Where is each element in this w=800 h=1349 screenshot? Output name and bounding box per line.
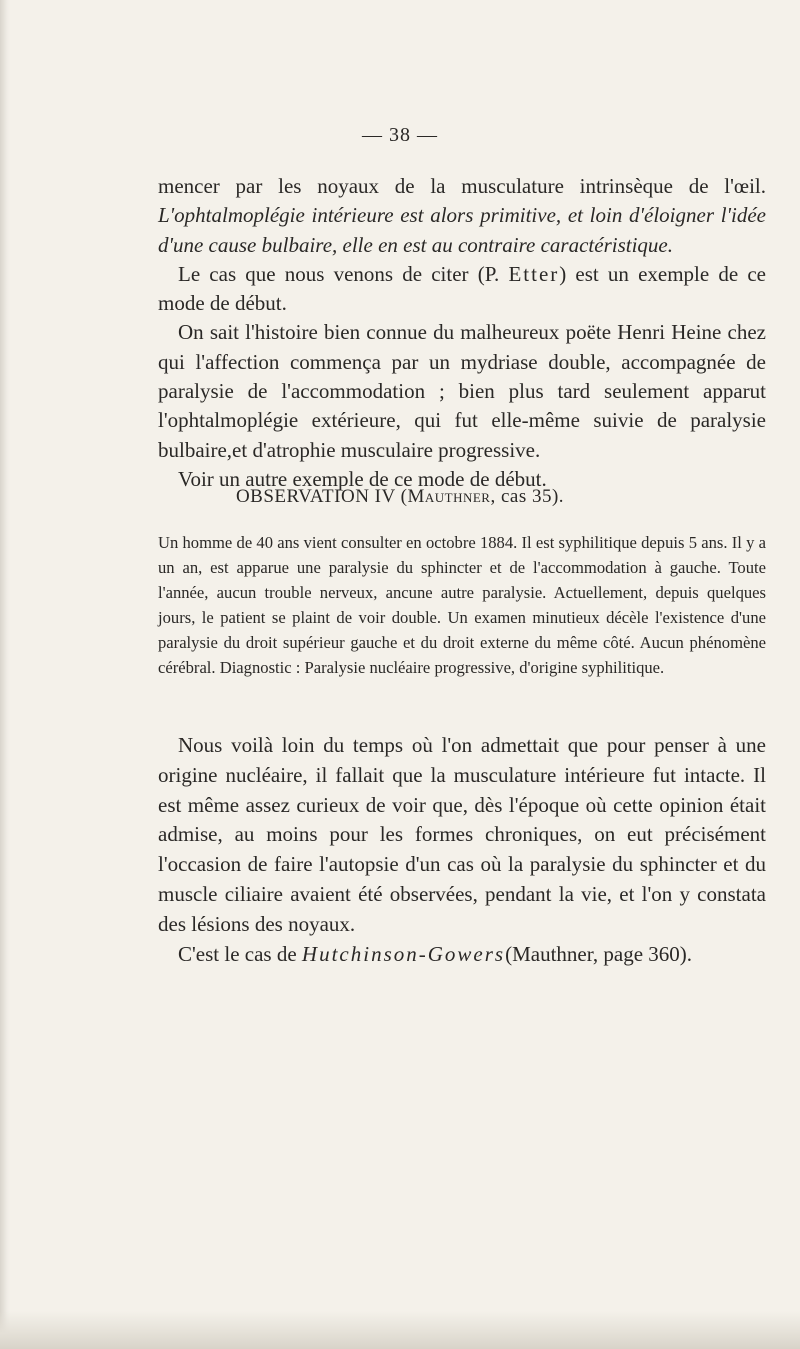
paragraph-continuation <box>158 172 766 260</box>
italic-statement: L'ophtalmoplégie intérieure est alors primitive, et loin d'éloigner l'idée d'une cause bulbaire, elle en est au contraire caractéristique. <box>158 203 766 257</box>
paragraph-etter <box>158 260 766 319</box>
page-number: — 38 — <box>362 124 438 146</box>
paragraph-heine: On sait l'histoire bien connue du malheureux poëte Henri Heine chez qui l'affection commença par un mydriase double, accompagnée de paralysie de l'accommodation ; bien plus tard seulement apparut l'ophtalmoplégie extérieure, qui fut elle-même suivie de paralysie bulbaire,et d'atrophie musculaire progressive. <box>158 320 766 462</box>
page-bottom-edge-shadow <box>0 1311 800 1349</box>
paragraph-voir: Voir un autre exemple de ce mode de début. <box>178 466 547 491</box>
page-left-edge-shadow <box>0 0 10 1349</box>
etter-name: Etter <box>508 261 560 286</box>
observation-title-start: OBSERVATION IV ( <box>235 486 408 507</box>
hutchinson-gowers-name: Hutchinson-Gowers <box>301 941 506 966</box>
etter-text-after: ) est un exemple de ce mode de début. <box>158 261 767 316</box>
hutchinson-text-start: C'est le cas de <box>178 941 302 966</box>
observation-text-block <box>158 530 766 680</box>
observation-paragraph: Un homme de 40 ans vient consulter en octobre 1884. Il est syphilitique depuis 5 ans. Il y a un an, est apparue une paralysie du sphincter et de l'accommodation à gauche. Toute l'année, aucun trouble nerveux, ancune autre paralysie. Actuellement, depuis quelques jours, le patient se plaint de voir double. Un examen minutieux décèle l'existence d'une paralysie du droit supérieur gauche et du droit externe du même côté. Aucun phénomène cérébral. Diagnostic : Paralysie nucléaire progressive, d'origine syphilitique. <box>158 533 766 677</box>
observation-author: Mauthner <box>407 486 491 507</box>
observation-title <box>0 486 800 508</box>
paragraph-hutchinson <box>158 940 766 970</box>
observation-title-end: , cas 35). <box>490 486 565 507</box>
paragraph-continuation-text: mencer par les noyaux de la musculature intrinsèque de l'œil. <box>158 174 766 198</box>
conclusion-text-block <box>158 731 766 969</box>
main-text-block <box>158 172 766 494</box>
paragraph-conclusion: Nous voilà loin du temps où l'on admettait que pour penser à une origine nucléaire, il fallait que la musculature intérieure fut intacte. Il est même assez curieux de voir que, dès l'époque où cette opinion était admise, au moins pour les formes chroniques, on eut précisément l'occasion de faire l'autopsie d'un cas où la paralysie du sphincter et du muscle ciliaire avaient été observées, pendant la vie, et l'on y constata des lésions des noyaux. <box>158 733 766 936</box>
etter-text-before: Le cas que nous venons de citer (P. <box>178 261 500 286</box>
mauthner-reference: (Mauthner, page 360). <box>505 941 693 966</box>
